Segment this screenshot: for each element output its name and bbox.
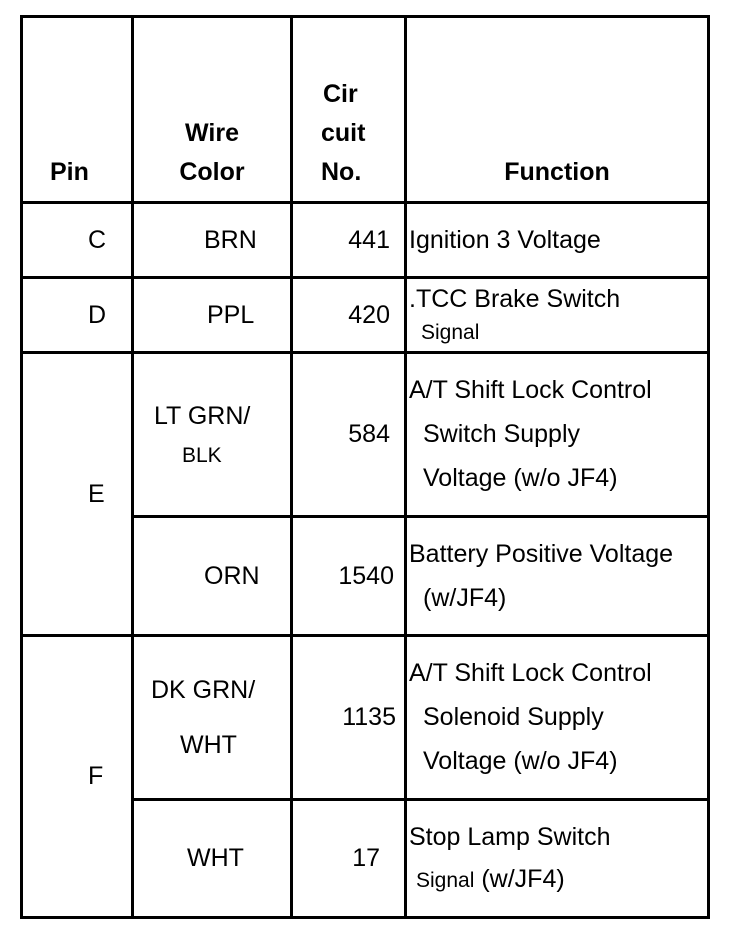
header-function: Function (406, 17, 709, 203)
table-row (22, 203, 709, 278)
header-wire-color (133, 17, 292, 203)
pin-cell: E (22, 353, 133, 636)
function-cell (406, 636, 709, 800)
function-line (409, 867, 707, 892)
function-line: .TCC Brake Switch (409, 285, 621, 313)
wire-cell: PPL (133, 278, 292, 353)
function-line: A/T Shift Lock Control (409, 376, 652, 404)
circuit-cell: 17 (292, 800, 406, 918)
function-line: Voltage (w/o JF4) (423, 747, 618, 775)
function-line: Stop Lamp Switch (409, 823, 611, 851)
function-cell (406, 353, 709, 517)
header-wire-line-1: Wire (185, 119, 239, 147)
pin-cell: D (22, 278, 133, 353)
wire-line: WHT (180, 730, 237, 759)
wire-cell: BRN (133, 203, 292, 278)
function-line: Switch Supply (423, 420, 581, 448)
header-circuit-line-1: Cir (323, 80, 358, 108)
table-row (22, 636, 709, 800)
function-line: (w/JF4) (423, 583, 507, 612)
wire-cell: WHT (133, 800, 292, 918)
pin-cell: C (22, 203, 133, 278)
function-cell (406, 800, 709, 918)
function-line: Voltage (w/o JF4) (423, 464, 618, 492)
function-line: Signal (421, 321, 480, 344)
pin-function-table (20, 15, 710, 919)
wire-line: DK GRN/ (151, 675, 256, 704)
header-circuit-line-2: cuit (321, 119, 366, 147)
table-row (22, 278, 709, 353)
header-pin: Pin (22, 17, 133, 203)
function-line-jf4: (w/JF4) (481, 865, 565, 893)
function-line-signal: Signal (416, 869, 475, 892)
wire-line: BLK (182, 443, 222, 467)
header-circuit (292, 17, 406, 203)
wire-cell (133, 636, 292, 800)
table-row (22, 353, 709, 517)
function-line: A/T Shift Lock Control (409, 659, 652, 687)
pin-cell: F (22, 636, 133, 918)
wire-line: LT GRN/ (154, 401, 251, 430)
function-line: Solenoid Supply (423, 703, 604, 731)
circuit-cell: 441 (292, 203, 406, 278)
header-row (22, 17, 709, 203)
function-cell (406, 517, 709, 636)
circuit-cell: 1540 (292, 517, 406, 636)
circuit-cell: 420 (292, 278, 406, 353)
wire-cell (133, 353, 292, 517)
function-line: Battery Positive Voltage (409, 539, 674, 568)
wire-cell: ORN (133, 517, 292, 636)
function-cell (406, 278, 709, 353)
header-circuit-line-3: No. (321, 158, 362, 186)
circuit-cell: 584 (292, 353, 406, 517)
circuit-cell: 1135 (292, 636, 406, 800)
function-cell: Ignition 3 Voltage (406, 203, 709, 278)
header-wire-line-2: Color (179, 158, 245, 186)
